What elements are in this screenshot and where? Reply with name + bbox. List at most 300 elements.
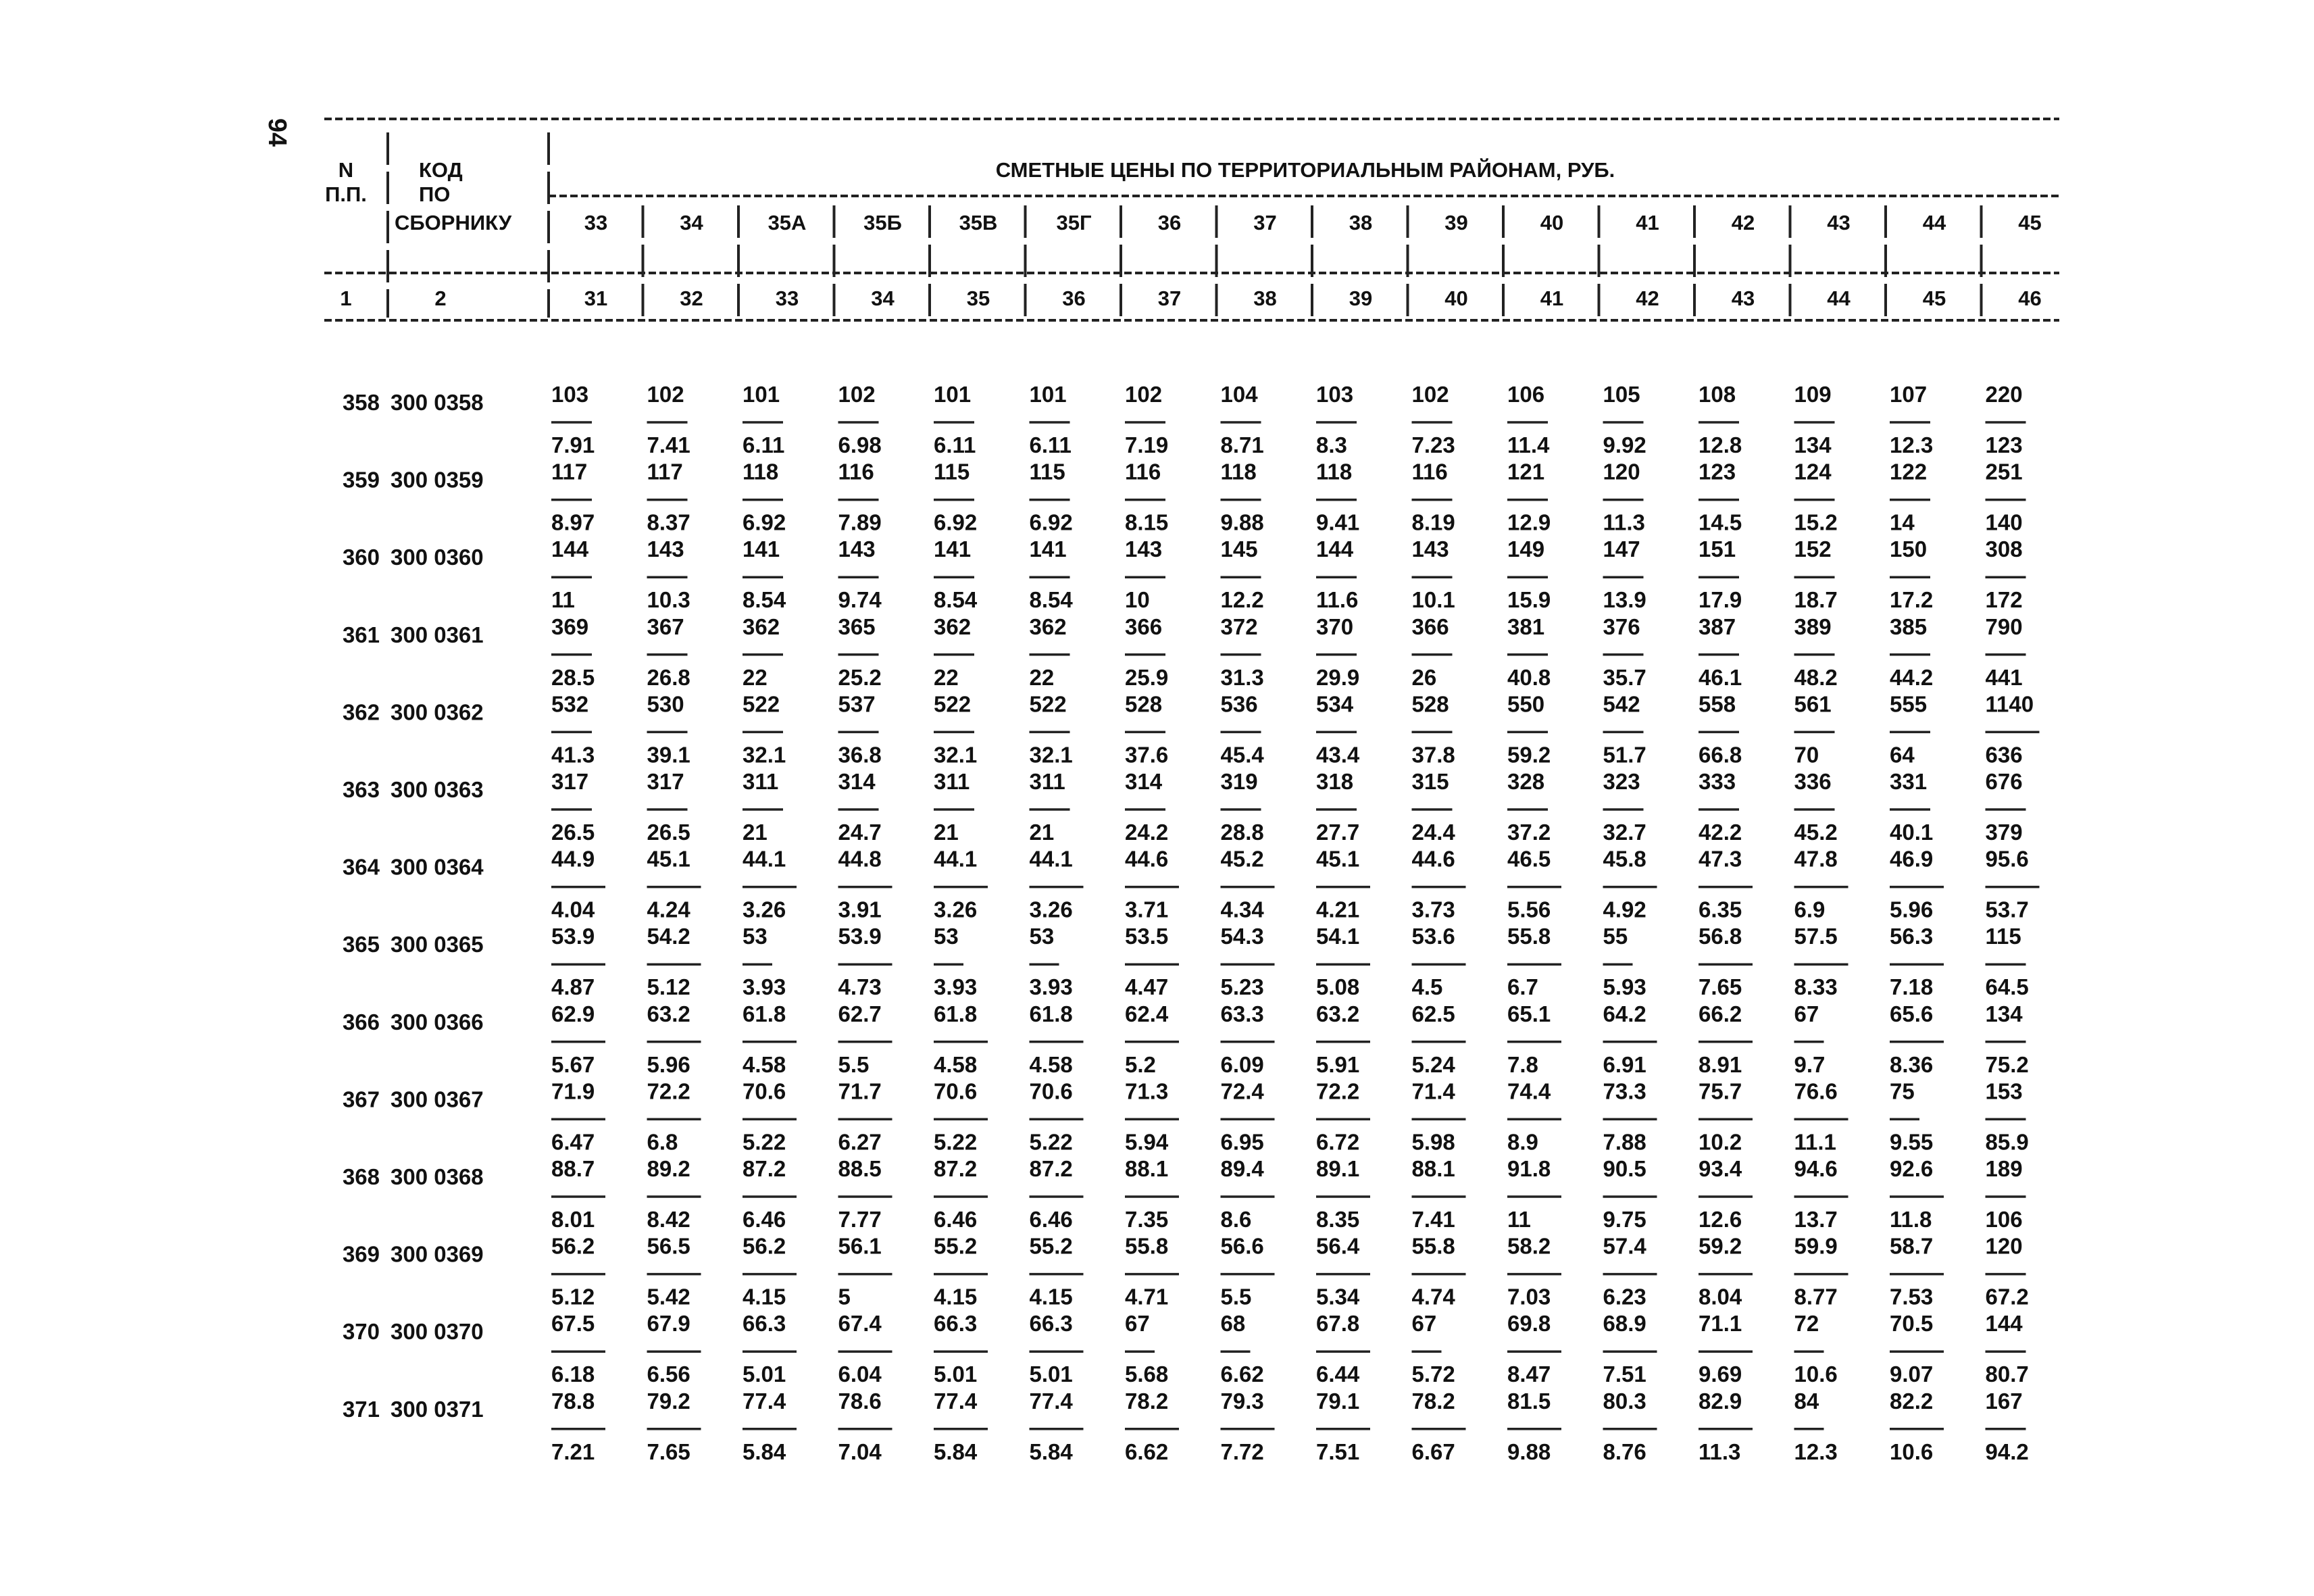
- price-component: 6.8: [647, 1129, 678, 1155]
- price-component: 5.12: [647, 974, 690, 1000]
- price-total: 88.1: [1411, 1156, 1455, 1181]
- table-row: [343, 1234, 2029, 1310]
- price-total: 1140: [1985, 691, 2034, 717]
- price-component: 5.22: [743, 1129, 786, 1155]
- price-component: 7.91: [551, 432, 595, 457]
- price-total: 115: [1985, 924, 2021, 949]
- table-row: [343, 1311, 2029, 1387]
- price-component: 10.2: [1699, 1129, 1742, 1155]
- price-total: 53.5: [1125, 924, 1169, 949]
- row-code: 300 0364: [391, 854, 484, 880]
- price-component: 46.1: [1699, 664, 1742, 690]
- price-total: 55.2: [1029, 1233, 1073, 1259]
- price-component: 8.77: [1794, 1284, 1838, 1310]
- price-total: 44.1: [1029, 846, 1073, 872]
- price-component: 14.5: [1699, 509, 1742, 535]
- price-component: 8.3: [1316, 432, 1347, 457]
- price-total: 558: [1699, 691, 1736, 717]
- price-total: 88.5: [838, 1156, 882, 1181]
- price-total: 101: [743, 382, 780, 407]
- price-component: 4.21: [1316, 897, 1360, 922]
- price-total: 102: [1125, 382, 1163, 407]
- price-total: 106: [1507, 382, 1545, 407]
- price-total: 70.6: [743, 1078, 786, 1104]
- price-component: 5.98: [1411, 1129, 1455, 1155]
- price-component: 41.3: [551, 742, 595, 768]
- price-component: 4.74: [1411, 1284, 1455, 1310]
- price-component: 37.6: [1125, 742, 1169, 768]
- price-total: 72.2: [1316, 1078, 1360, 1104]
- price-component: 6.46: [934, 1207, 978, 1232]
- price-component: 9.88: [1507, 1439, 1551, 1464]
- price-component: 6.92: [743, 509, 786, 535]
- price-total: 102: [647, 382, 684, 407]
- price-component: 17.2: [1890, 587, 1934, 613]
- price-total: 53.9: [838, 924, 882, 949]
- price-component: 5.68: [1125, 1362, 1169, 1387]
- price-component: 11.3: [1699, 1439, 1741, 1464]
- price-total: 149: [1507, 537, 1545, 562]
- code-label-line3: СБОРНИКУ: [395, 211, 512, 234]
- price-total: 53: [1029, 924, 1055, 949]
- row-number: 368: [342, 1164, 380, 1189]
- price-component: 5.08: [1316, 974, 1360, 1000]
- price-total: 102: [838, 382, 876, 407]
- price-component: 8.35: [1316, 1207, 1360, 1232]
- price-component: 3.93: [1029, 974, 1073, 1000]
- price-component: 4.71: [1125, 1284, 1169, 1310]
- price-total: 75.7: [1699, 1078, 1742, 1104]
- num-label-line2: П.П.: [325, 182, 367, 206]
- price-total: 56.2: [551, 1233, 595, 1259]
- price-component: 10.1: [1411, 587, 1455, 613]
- price-total: 143: [838, 537, 876, 562]
- price-total: 152: [1794, 537, 1832, 562]
- region-column-number: 41: [1540, 286, 1564, 310]
- region-column-number: 31: [584, 286, 608, 310]
- price-component: 4.24: [647, 897, 690, 922]
- price-total: 67.4: [838, 1311, 882, 1337]
- price-total: 336: [1794, 769, 1832, 794]
- price-component: 5.22: [1029, 1129, 1073, 1155]
- price-total: 55: [1603, 924, 1628, 949]
- price-total: 54.2: [647, 924, 690, 949]
- price-total: 66.3: [934, 1311, 978, 1337]
- price-total: 333: [1699, 769, 1736, 794]
- region-column-number: 34: [871, 286, 895, 310]
- price-component: 8.42: [647, 1207, 690, 1232]
- price-total: 53: [743, 924, 768, 949]
- region-header: 40: [1540, 211, 1564, 234]
- page-number: 94: [263, 118, 291, 147]
- price-component: 4.34: [1220, 897, 1264, 922]
- price-total: 104: [1220, 382, 1258, 407]
- price-component: 7.65: [1699, 974, 1742, 1000]
- region-header: 35В: [959, 211, 998, 234]
- price-total: 81.5: [1507, 1388, 1551, 1414]
- price-total: 95.6: [1985, 846, 2029, 872]
- price-component: 7.19: [1125, 432, 1169, 457]
- price-component: 5.34: [1316, 1284, 1360, 1310]
- price-component: 15.2: [1794, 509, 1838, 535]
- price-component: 26.5: [551, 820, 595, 845]
- price-component: 45.2: [1794, 820, 1838, 845]
- price-total: 328: [1507, 769, 1545, 794]
- table-row: [343, 382, 2026, 457]
- price-total: 82.9: [1699, 1388, 1742, 1414]
- row-code: 300 0366: [391, 1009, 484, 1034]
- price-total: 70.5: [1890, 1311, 1934, 1337]
- row-code: 300 0370: [391, 1319, 484, 1345]
- price-total: 56.5: [647, 1233, 690, 1259]
- price-component: 8.37: [647, 509, 690, 535]
- num-label-line1: N: [338, 158, 354, 182]
- row-code: 300 0368: [391, 1164, 484, 1189]
- row-number: 361: [342, 622, 380, 647]
- price-total: 121: [1507, 459, 1545, 484]
- price-total: 144: [551, 537, 589, 562]
- region-column-number: 44: [1827, 286, 1851, 310]
- price-component: 5.91: [1316, 1051, 1360, 1077]
- price-component: 6.92: [1029, 509, 1073, 535]
- price-component: 11: [1507, 1207, 1531, 1232]
- price-total: 67: [1125, 1311, 1150, 1337]
- row-code: 300 0365: [391, 932, 484, 957]
- price-total: 362: [1029, 614, 1067, 639]
- price-component: 8.04: [1699, 1284, 1742, 1310]
- price-total: 366: [1411, 614, 1449, 639]
- price-component: 3.71: [1125, 897, 1169, 922]
- price-component: 6.27: [838, 1129, 882, 1155]
- price-total: 56.3: [1890, 924, 1934, 949]
- price-total: 45.2: [1220, 846, 1264, 872]
- price-total: 167: [1985, 1388, 2023, 1414]
- price-component: 3.73: [1411, 897, 1455, 922]
- row-number: 359: [342, 467, 380, 493]
- price-total: 115: [1029, 459, 1065, 484]
- price-total: 319: [1220, 769, 1258, 794]
- table-row: [343, 459, 2026, 535]
- price-component: 8.01: [551, 1207, 595, 1232]
- price-total: 151: [1699, 537, 1736, 562]
- price-component: 5: [838, 1284, 851, 1310]
- price-component: 7.89: [838, 509, 882, 535]
- price-component: 4.73: [838, 974, 882, 1000]
- price-total: 71.4: [1411, 1078, 1455, 1104]
- price-component: 22: [934, 664, 959, 690]
- price-total: 44.1: [934, 846, 978, 872]
- price-total: 46.5: [1507, 846, 1551, 872]
- price-total: 75: [1890, 1078, 1915, 1104]
- price-total: 71.3: [1125, 1078, 1169, 1104]
- price-component: 7.88: [1603, 1129, 1646, 1155]
- price-component: 37.8: [1411, 742, 1455, 768]
- price-component: 7.53: [1890, 1284, 1934, 1310]
- region-header: 36: [1157, 211, 1182, 234]
- price-total: 66.3: [1029, 1311, 1073, 1337]
- price-component: 9.7: [1794, 1051, 1826, 1077]
- price-total: 78.2: [1411, 1388, 1455, 1414]
- price-total: 65.1: [1507, 1001, 1551, 1026]
- region-header: 42: [1731, 211, 1755, 234]
- price-total: 61.8: [743, 1001, 786, 1026]
- price-total: 323: [1603, 769, 1640, 794]
- region-header: 41: [1636, 211, 1659, 234]
- row-number: 360: [342, 545, 380, 570]
- table-row: [343, 1156, 2026, 1232]
- price-total: 78.8: [551, 1388, 595, 1414]
- price-total: 102: [1411, 382, 1449, 407]
- price-total: 134: [1985, 1001, 2023, 1026]
- price-component: 6.46: [1029, 1207, 1073, 1232]
- price-component: 70: [1794, 742, 1819, 768]
- price-component: 22: [1029, 664, 1055, 690]
- price-total: 116: [1125, 459, 1161, 484]
- price-component: 10.6: [1890, 1439, 1934, 1464]
- row-code: 300 0358: [391, 390, 484, 415]
- price-total: 220: [1985, 382, 2023, 407]
- price-total: 91.8: [1507, 1156, 1551, 1181]
- price-component: 32.1: [934, 742, 978, 768]
- price-total: 143: [647, 537, 684, 562]
- price-total: 153: [1985, 1078, 2023, 1104]
- price-total: 55.8: [1507, 924, 1551, 949]
- price-component: 94.2: [1985, 1439, 2029, 1464]
- price-total: 44.9: [551, 846, 595, 872]
- row-number: 370: [342, 1319, 380, 1345]
- price-total: 101: [934, 382, 972, 407]
- price-total: 55.2: [934, 1233, 978, 1259]
- price-total: 528: [1125, 691, 1163, 717]
- table-row: [343, 847, 2040, 922]
- price-total: 59.9: [1794, 1233, 1838, 1259]
- price-total: 314: [838, 769, 876, 794]
- price-total: 308: [1985, 537, 2023, 562]
- price-component: 6.09: [1220, 1051, 1264, 1077]
- region-header: 35А: [768, 211, 807, 234]
- price-component: 9.75: [1603, 1207, 1646, 1232]
- price-total: 385: [1890, 614, 1928, 639]
- price-component: 26.8: [647, 664, 690, 690]
- price-total: 367: [647, 614, 684, 639]
- price-total: 72: [1794, 1311, 1819, 1337]
- row-number: 362: [342, 699, 380, 725]
- price-component: 9.55: [1890, 1129, 1934, 1155]
- price-total: 376: [1603, 614, 1640, 639]
- price-total: 362: [934, 614, 972, 639]
- price-component: 32.1: [1029, 742, 1073, 768]
- price-component: 8.54: [934, 587, 978, 613]
- price-total: 46.9: [1890, 846, 1934, 872]
- price-total: 79.1: [1316, 1388, 1360, 1414]
- price-component: 10.6: [1794, 1362, 1838, 1387]
- price-total: 45.1: [647, 846, 690, 872]
- table-row: [343, 1001, 2029, 1077]
- price-component: 8.47: [1507, 1362, 1551, 1387]
- price-total: 65.6: [1890, 1001, 1934, 1026]
- price-component: 4.15: [934, 1284, 978, 1310]
- price-total: 53.9: [551, 924, 595, 949]
- price-total: 78.2: [1125, 1388, 1169, 1414]
- price-total: 89.1: [1316, 1156, 1360, 1181]
- price-total: 56.8: [1699, 924, 1742, 949]
- price-component: 7.41: [1411, 1207, 1455, 1232]
- price-total: 145: [1220, 537, 1258, 562]
- price-component: 7.23: [1411, 432, 1455, 457]
- price-component: 4.58: [934, 1051, 978, 1077]
- price-total: 314: [1125, 769, 1163, 794]
- row-code: 300 0371: [391, 1396, 484, 1422]
- price-total: 63.3: [1220, 1001, 1264, 1026]
- region-header: 35Г: [1056, 211, 1092, 234]
- price-total: 68: [1220, 1311, 1246, 1337]
- price-total: 58.2: [1507, 1233, 1551, 1259]
- region-header: 43: [1827, 211, 1851, 234]
- price-total: 87.2: [743, 1156, 786, 1181]
- price-total: 530: [647, 691, 684, 717]
- price-total: 92.6: [1890, 1156, 1934, 1181]
- price-total: 118: [1220, 459, 1257, 484]
- price-component: 6.04: [838, 1362, 882, 1387]
- price-component: 3.26: [1029, 897, 1073, 922]
- price-component: 5.5: [838, 1051, 870, 1077]
- price-total: 536: [1220, 691, 1258, 717]
- price-total: 63.2: [647, 1001, 690, 1026]
- price-component: 25.2: [838, 664, 882, 690]
- price-component: 59.2: [1507, 742, 1551, 768]
- row-code: 300 0360: [391, 545, 484, 570]
- price-total: 72.2: [647, 1078, 690, 1104]
- price-component: 7.03: [1507, 1284, 1551, 1310]
- price-component: 12.3: [1794, 1439, 1838, 1464]
- price-total: 44.8: [838, 846, 882, 872]
- price-total: 56.6: [1220, 1233, 1264, 1259]
- price-component: 40.1: [1890, 820, 1934, 845]
- price-component: 28.5: [551, 664, 595, 690]
- price-total: 72.4: [1220, 1078, 1264, 1104]
- row-code: 300 0367: [391, 1087, 484, 1112]
- price-total: 189: [1985, 1156, 2023, 1181]
- price-component: 11.6: [1316, 587, 1359, 613]
- price-total: 47.3: [1699, 846, 1742, 872]
- col-number-1: 1: [340, 286, 352, 310]
- price-total: 61.8: [1029, 1001, 1073, 1026]
- price-component: 8.91: [1699, 1051, 1742, 1077]
- price-component: 379: [1985, 820, 2023, 845]
- region-header: 35Б: [863, 211, 902, 234]
- price-total: 74.4: [1507, 1078, 1551, 1104]
- price-component: 5.67: [551, 1051, 595, 1077]
- price-component: 6.92: [934, 509, 978, 535]
- price-component: 4.58: [1029, 1051, 1073, 1077]
- price-component: 17.9: [1699, 587, 1742, 613]
- price-component: 27.7: [1316, 820, 1360, 845]
- price-component: 28.8: [1220, 820, 1264, 845]
- price-total: 73.3: [1603, 1078, 1646, 1104]
- price-component: 11.4: [1507, 432, 1550, 457]
- price-total: 143: [1125, 537, 1163, 562]
- price-component: 6.44: [1316, 1362, 1360, 1387]
- price-total: 70.6: [934, 1078, 978, 1104]
- price-component: 14: [1890, 509, 1915, 535]
- price-component: 5.84: [743, 1439, 786, 1464]
- price-component: 7.77: [838, 1207, 882, 1232]
- price-total: 118: [743, 459, 779, 484]
- row-number: 358: [342, 390, 380, 415]
- table-row: [343, 924, 2029, 999]
- price-total: 108: [1699, 382, 1736, 407]
- price-total: 370: [1316, 614, 1354, 639]
- price-component: 42.2: [1699, 820, 1742, 845]
- price-total: 77.4: [743, 1388, 786, 1414]
- price-total: 67: [1411, 1311, 1437, 1337]
- price-total: 62.9: [551, 1001, 595, 1026]
- price-total: 56.4: [1316, 1233, 1360, 1259]
- price-component: 8.15: [1125, 509, 1169, 535]
- price-total: 542: [1603, 691, 1640, 717]
- price-total: 55.8: [1411, 1233, 1455, 1259]
- price-component: 51.7: [1603, 742, 1646, 768]
- price-component: 5.56: [1507, 897, 1551, 922]
- price-total: 318: [1316, 769, 1354, 794]
- price-total: 87.2: [1029, 1156, 1073, 1181]
- price-component: 31.3: [1220, 664, 1264, 690]
- price-total: 67.8: [1316, 1311, 1360, 1337]
- price-component: 12.3: [1890, 432, 1934, 457]
- price-total: 103: [551, 382, 589, 407]
- price-total: 676: [1985, 769, 2023, 794]
- price-total: 366: [1125, 614, 1163, 639]
- region-column-number: 37: [1157, 286, 1182, 310]
- price-component: 11: [551, 587, 575, 613]
- price-total: 69.8: [1507, 1311, 1551, 1337]
- price-component: 3.91: [838, 897, 882, 922]
- price-component: 10.3: [647, 587, 690, 613]
- price-component: 3.26: [934, 897, 978, 922]
- price-component: 5.42: [647, 1284, 690, 1310]
- price-total: 115: [934, 459, 970, 484]
- price-total: 522: [1029, 691, 1067, 717]
- price-component: 21: [743, 820, 768, 845]
- price-component: 106: [1985, 1207, 2023, 1232]
- price-component: 45.4: [1220, 742, 1264, 768]
- price-component: 26: [1411, 664, 1437, 690]
- price-component: 9.92: [1603, 432, 1646, 457]
- price-component: 5.84: [934, 1439, 978, 1464]
- price-component: 4.58: [743, 1051, 786, 1077]
- price-total: 365: [838, 614, 876, 639]
- price-component: 5.01: [743, 1362, 786, 1387]
- price-component: 4.87: [551, 974, 595, 1000]
- price-total: 311: [1029, 769, 1065, 794]
- price-total: 56.1: [838, 1233, 882, 1259]
- row-number: 364: [342, 854, 380, 880]
- price-component: 64.5: [1985, 974, 2029, 1000]
- price-total: 84: [1794, 1388, 1819, 1414]
- price-component: 18.7: [1794, 587, 1838, 613]
- table-row: [343, 537, 2026, 612]
- price-component: 24.7: [838, 820, 882, 845]
- price-total: 116: [1411, 459, 1448, 484]
- price-component: 5.01: [934, 1362, 978, 1387]
- table-row: [343, 1389, 2029, 1464]
- price-total: 70.6: [1029, 1078, 1073, 1104]
- price-total: 369: [551, 614, 589, 639]
- price-component: 6.91: [1603, 1051, 1646, 1077]
- price-total: 44.6: [1125, 846, 1169, 872]
- price-total: 66.3: [743, 1311, 786, 1337]
- price-component: 9.74: [838, 587, 882, 613]
